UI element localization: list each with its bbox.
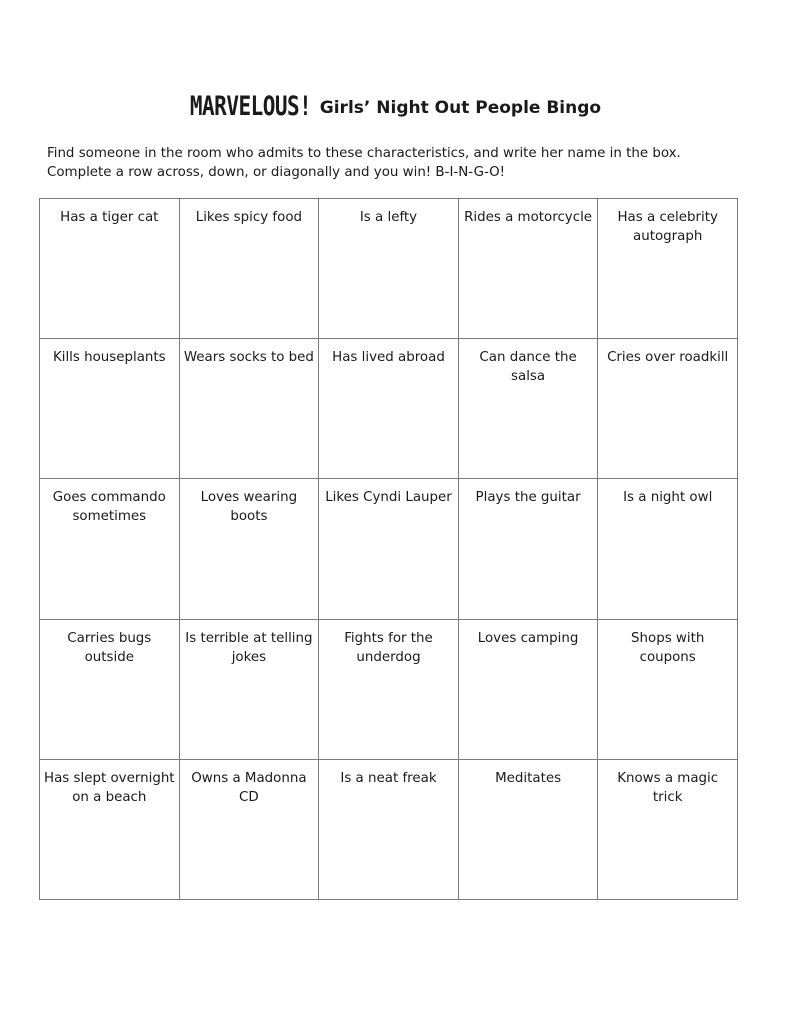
bingo-cell[interactable]: Carries bugs outside — [40, 619, 180, 759]
bingo-cell[interactable]: Loves camping — [458, 619, 598, 759]
bingo-cell[interactable]: Is terrible at telling jokes — [179, 619, 319, 759]
bingo-cell[interactable]: Has slept overnight on a beach — [40, 759, 180, 899]
bingo-cell[interactable]: Is a night owl — [598, 479, 738, 619]
bingo-cell[interactable]: Rides a motorcycle — [458, 199, 598, 339]
page-title — [0, 91, 791, 121]
bingo-cell[interactable]: Has a tiger cat — [40, 199, 180, 339]
bingo-grid — [39, 198, 738, 900]
bingo-cell[interactable]: Is a lefty — [319, 199, 459, 339]
bingo-row — [40, 479, 738, 619]
bingo-cell[interactable]: Shops with coupons — [598, 619, 738, 759]
bingo-cell[interactable]: Owns a Madonna CD — [179, 759, 319, 899]
bingo-cell[interactable]: Goes commando sometimes — [40, 479, 180, 619]
bingo-cell[interactable]: Likes Cyndi Lauper — [319, 479, 459, 619]
instructions-text: Find someone in the room who admits to these characteristics, and write her name in the box. Complete a row across, down, or diagonally and you win! B-I-N-G-O! — [47, 146, 681, 180]
bingo-cell[interactable]: Fights for the underdog — [319, 619, 459, 759]
bingo-cell[interactable]: Kills houseplants — [40, 339, 180, 479]
bingo-cell[interactable]: Cries over roadkill — [598, 339, 738, 479]
bingo-cell[interactable]: Knows a magic trick — [598, 759, 738, 899]
bingo-row — [40, 339, 738, 479]
bingo-cell[interactable]: Can dance the salsa — [458, 339, 598, 479]
bingo-cell[interactable]: Wears socks to bed — [179, 339, 319, 479]
bingo-cell[interactable]: Is a neat freak — [319, 759, 459, 899]
bingo-cell[interactable]: Plays the guitar — [458, 479, 598, 619]
title-text: Girls’ Night Out People Bingo — [319, 98, 602, 118]
bingo-cell[interactable]: Has lived abroad — [319, 339, 459, 479]
brand-logo: MARVELOUS! — [189, 91, 312, 121]
bingo-cell[interactable]: Likes spicy food — [179, 199, 319, 339]
bingo-cell[interactable]: Loves wearing boots — [179, 479, 319, 619]
bingo-row — [40, 759, 738, 899]
bingo-row — [40, 619, 738, 759]
bingo-cell[interactable]: Meditates — [458, 759, 598, 899]
bingo-row — [40, 199, 738, 339]
bingo-cell[interactable]: Has a celebrity autograph — [598, 199, 738, 339]
